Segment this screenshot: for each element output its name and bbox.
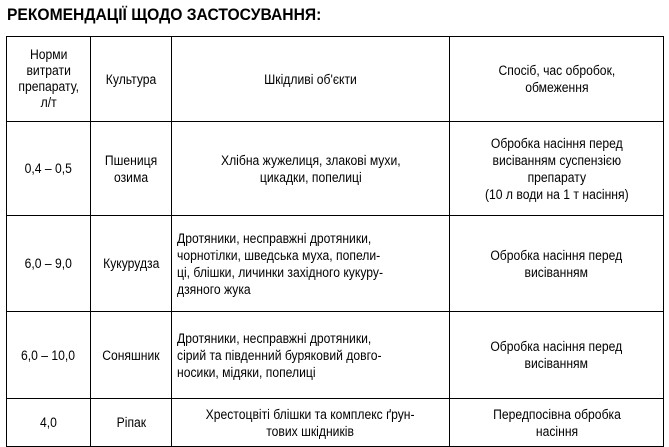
cell-rate: 4,0	[7, 399, 91, 447]
page-title: РЕКОМЕНДАЦІЇ ЩОДО ЗАСТОСУВАННЯ:	[7, 5, 322, 24]
header-pests-label: Шкідливі об'єкти	[264, 71, 357, 87]
header-method-line: обмеження	[524, 80, 589, 95]
cell-pests: Хлібна жужелиця, злакові мухи, цикадки, попелиці	[172, 122, 450, 216]
header-method-line: Спосіб, час обробок,	[498, 63, 615, 78]
header-crop	[91, 37, 172, 122]
table-row	[7, 399, 664, 447]
header-rate-line: л/т	[40, 95, 57, 110]
cell-rate: 6,0 – 10,0	[7, 312, 91, 399]
cell-pests: Хрестоцвіті блішки та комплекс ґрун- тових шкідників	[172, 399, 450, 447]
header-rate-line: Норми	[29, 47, 68, 62]
header-row	[7, 37, 664, 122]
header-pests	[172, 37, 450, 122]
recommendations-table	[6, 36, 664, 447]
table-row	[7, 312, 664, 399]
cell-crop: Соняшник	[91, 312, 172, 399]
cell-pests: Дротяники, несправжні дротяники, сірий та південний буряковий довго- носики, мідяки, попелиці	[172, 312, 450, 399]
cell-crop: Ріпак	[91, 399, 172, 447]
cell-method: Обробка насіння перед висіванням суспензією препарату (10 л води на 1 т насіння)	[450, 122, 664, 216]
cell-crop: Кукурудза	[91, 216, 172, 312]
cell-crop: Пшениця озима	[91, 122, 172, 216]
cell-method: Обробка насіння перед висіванням	[450, 216, 664, 312]
cell-rate: 6,0 – 9,0	[7, 216, 91, 312]
table-row	[7, 216, 664, 312]
header-rate	[7, 37, 91, 122]
header-rate-line: витрати	[26, 63, 71, 78]
table-row	[7, 122, 664, 216]
cell-method: Передпосівна обробка насіння	[450, 399, 664, 447]
cell-method: Обробка насіння перед висіванням	[450, 312, 664, 399]
header-method	[450, 37, 664, 122]
cell-rate: 0,4 – 0,5	[7, 122, 91, 216]
header-crop-label: Культура	[105, 71, 157, 87]
header-rate-line: препарату,	[18, 79, 79, 94]
cell-pests: Дротяники, несправжні дротяники, чорнотілки, шведська муха, попели- ці, блішки, личинки західного кукуру- дзяного жука	[172, 216, 450, 312]
